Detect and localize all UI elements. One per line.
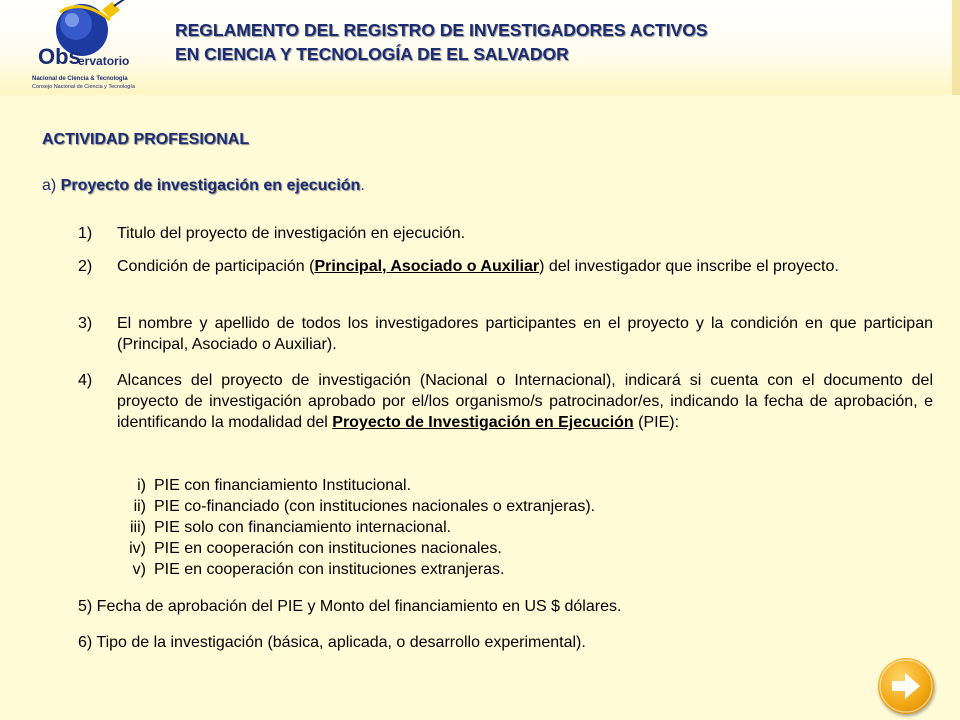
page-title [175,18,708,66]
page-title-line-1: REGLAMENTO DEL REGISTRO DE INVESTIGADORES ACTIVOS [175,20,708,40]
logo-subtitle-2: Consejo Nacional de Ciencia y Tecnología [32,84,135,90]
item-5-text: 5) Fecha de aprobación del PIE y Monto del financiamiento en US $ dólares. [78,598,622,615]
list-item-text-pre: Alcances del proyecto de investigación (Nacional o Internacional), indicará si cuenta con el documento del proyecto de investigación aprobado por el/los organismo/s patrocinador/es, indicando la fecha de aprobación, e identificando la modalidad del [117,372,933,431]
item-6-text: 6) Tipo de la investigación (básica, aplicada, o desarrollo experimental). [78,634,586,651]
participation-conditions: Principal, Asociado o Auxiliar [314,258,540,275]
list-item-text-post: (PIE): [633,414,680,431]
svg-text:Obs: Obs [38,44,81,69]
subsection-title: Proyecto de investigación en ejecución [60,177,361,194]
sub-list-number: iv) [129,540,146,557]
list-item-number: 2) [78,258,93,275]
subsection-suffix: . [360,177,365,194]
list-item-number: 1) [78,225,93,242]
list-item-text: Titulo del proyecto de investigación en ejecución. [117,225,466,242]
sub-list-number: i) [137,477,146,494]
list-item-number: 4) [78,372,93,389]
subsection-heading [42,177,365,195]
list-item-text [117,256,933,277]
next-slide-button[interactable] [878,658,934,714]
page-title-line-2: EN CIENCIA Y TECNOLOGÍA DE EL SALVADOR [175,44,569,64]
sub-list-text: PIE en cooperación con instituciones nacionales. [154,540,502,557]
observatorio-logo [30,0,170,95]
sub-list-number: ii) [133,498,146,515]
section-heading: ACTIVIDAD PROFESIONAL [42,131,250,148]
sub-list-number: iii) [130,519,146,536]
header-accent-strip [952,0,960,95]
sub-list-number: v) [132,561,146,578]
list-item-text-pre: Condición de participación ( [117,258,315,275]
list-item-text [117,370,933,433]
pie-term: Proyecto de Investigación en Ejecución [332,414,634,431]
list-item-text: El nombre y apellido de todos los investigadores participantes en el proyecto y la condición en que participan (Principal, Asociado o Auxiliar). [117,315,933,353]
sub-list-text: PIE con financiamiento Institucional. [154,477,412,494]
header-banner [0,0,960,95]
arrow-right-icon [878,658,934,714]
sub-list-text: PIE solo con financiamiento internacional. [154,519,452,536]
list-item-text-post: ) del investigador que inscribe el proyecto. [539,258,839,275]
sub-list-text: PIE en cooperación con instituciones extranjeras. [154,561,505,578]
subsection-prefix: a) [42,177,61,194]
sub-list-text: PIE co-financiado (con instituciones nacionales o extranjeras). [154,498,596,515]
logo-word: ervatorio [78,54,130,68]
list-item-number: 3) [78,315,93,332]
logo-subtitle-1: Nacional de Ciencia & Tecnología [32,76,128,82]
